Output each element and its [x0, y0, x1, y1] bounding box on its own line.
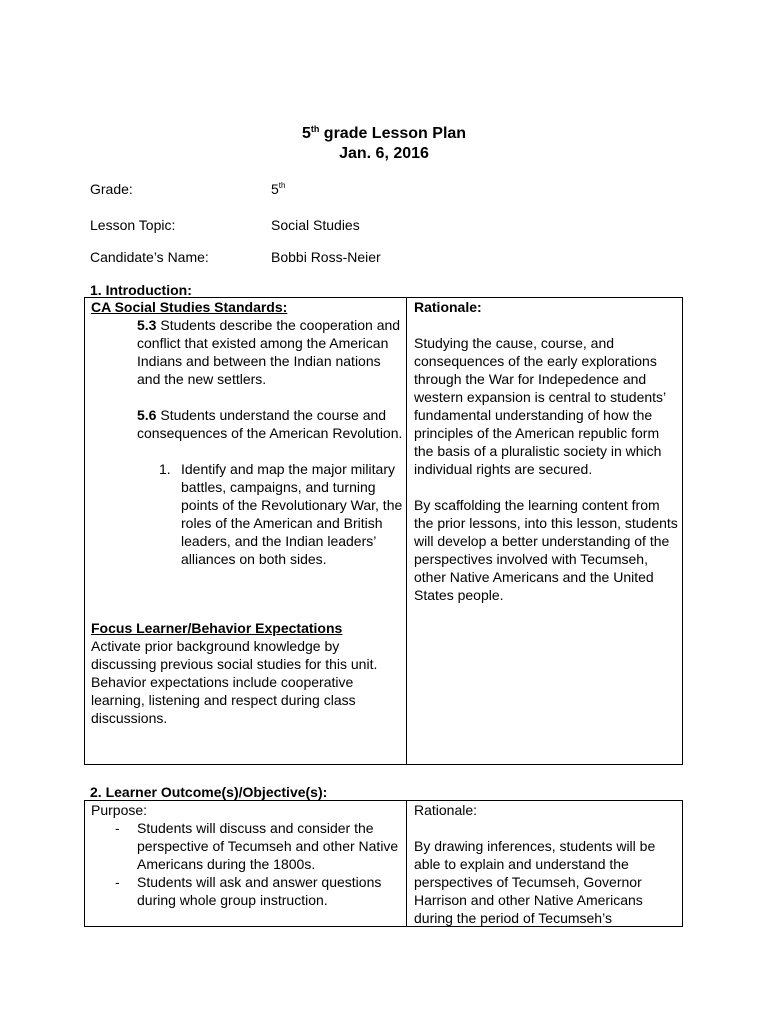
- section-1-heading: 1. Introduction:: [90, 282, 192, 298]
- standard-5-6-text: Students understand the course and consequences of the American Revolution.: [137, 407, 403, 441]
- list-item: [115, 819, 403, 873]
- page-date: Jan. 6, 2016: [339, 145, 429, 162]
- page-title: [84, 124, 684, 144]
- rationale-paragraph-1: Studying the cause, course, and consequences of the early explorations through the War for Indepedence and western expansion is central to students’ fundamental understanding of how the principles of the American republic form the basis of a pluralistic society in which individual rights are secured.: [414, 335, 666, 477]
- standard-5-3-text: Students describe the cooperation and conflict that existed among the American Indians and between the Indian nations and the new settlers.: [137, 317, 401, 387]
- grade-value: [271, 180, 285, 198]
- grade-label: Grade:: [90, 181, 133, 197]
- outcome-rationale-text: By drawing inferences, students will be able to explain and understand the perspectives of Tecumseh, Governor Harrison and other Native Americans during the period of Tecumseh’s: [414, 838, 656, 926]
- introduction-table: [84, 297, 683, 765]
- section-2-heading: 2. Learner Outcome(s)/Objective(s):: [90, 784, 328, 800]
- list-item-text: Identify and map the major military battles, campaigns, and turning points of the Revolutionary War, the roles of the American and British leaders, and the Indian leaders’ alliances on both sides.: [181, 461, 403, 567]
- list-item-number: 1.: [159, 461, 171, 477]
- objectives-table: [84, 800, 683, 927]
- grade-value-suffix: th: [278, 181, 286, 190]
- focus-text: Activate prior background knowledge by discussing previous social studies for this unit. Behavior expectations include cooperative learning, listening and respect during class discussions.: [91, 638, 378, 726]
- rationale-paragraph-2: By scaffolding the learning content from the prior lessons, into this lesson, students will develop a better understanding of the perspectives involved with Tecumseh, other Native Americans and the United States people.: [414, 497, 678, 603]
- outcome-rationale-heading: Rationale:: [414, 802, 478, 818]
- list-item: [115, 873, 403, 909]
- bullet-dash: -: [115, 874, 120, 890]
- candidate-label: Candidate’s Name:: [90, 249, 209, 265]
- purpose-bullet-1: Students will discuss and consider the perspective of Tecumseh and other Native Americans during the 1800s.: [137, 820, 399, 872]
- bullet-dash: -: [115, 820, 120, 836]
- standards-cell: [91, 298, 403, 727]
- title-text: grade Lesson Plan: [319, 125, 467, 142]
- rationale-heading: Rationale:: [414, 299, 482, 315]
- title-grade-number: 5: [301, 125, 311, 142]
- standard-5-6: [137, 406, 403, 442]
- standard-5-3: [137, 316, 403, 388]
- topic-value: Social Studies: [271, 217, 360, 233]
- rationale-cell: [414, 298, 678, 604]
- standard-5-6-number: 5.6: [137, 407, 157, 423]
- table-divider: [406, 801, 407, 926]
- purpose-bullet-2: Students will ask and answer questions during whole group instruction.: [137, 874, 382, 908]
- standards-heading: CA Social Studies Standards:: [91, 299, 288, 315]
- candidate-value: Bobbi Ross-Neier: [271, 249, 381, 265]
- outcome-rationale-cell: [414, 801, 678, 927]
- standard-5-3-number: 5.3: [137, 317, 157, 333]
- grade-value-number: 5: [271, 181, 279, 197]
- table-divider: [406, 298, 407, 764]
- purpose-heading: Purpose:: [91, 802, 148, 818]
- title-grade-suffix: th: [310, 124, 320, 134]
- list-item: [159, 460, 403, 568]
- topic-label: Lesson Topic:: [90, 217, 176, 233]
- purpose-cell: [91, 801, 403, 909]
- focus-heading: Focus Learner/Behavior Expectations: [91, 620, 343, 636]
